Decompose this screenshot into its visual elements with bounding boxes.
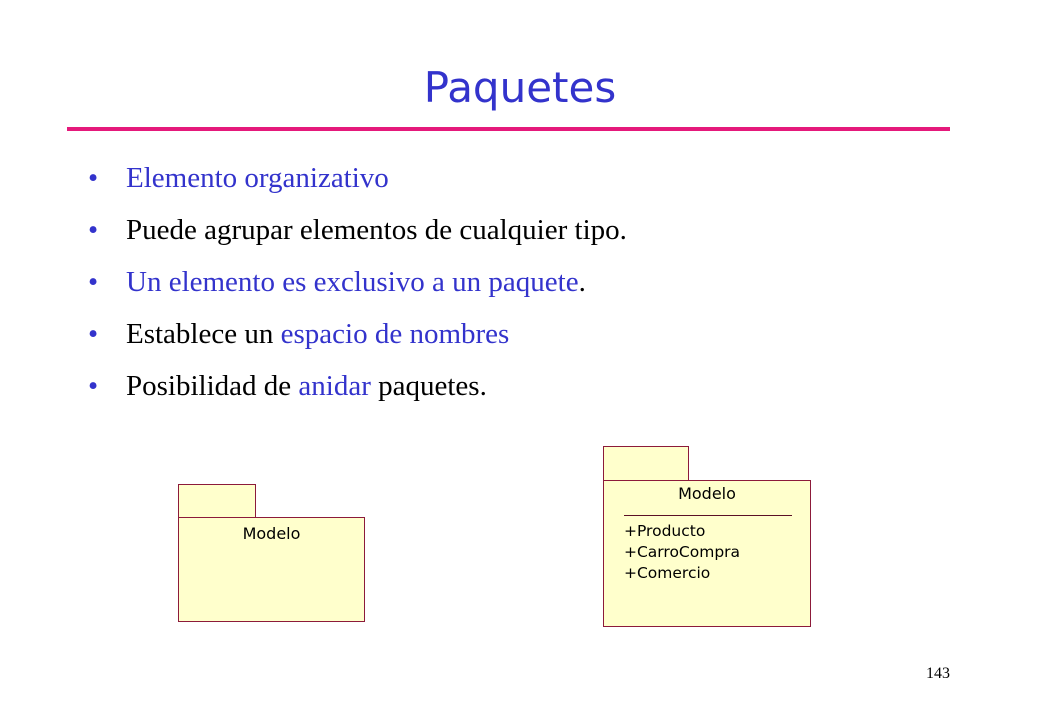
slide-title: Paquetes bbox=[423, 63, 617, 112]
package-member: +CarroCompra bbox=[624, 543, 741, 561]
bullet-text-end: . bbox=[578, 266, 586, 298]
bullet-item bbox=[88, 308, 627, 360]
bullet-item bbox=[88, 360, 627, 412]
bullet-text: Establece un bbox=[126, 318, 281, 350]
bullet-icon: • bbox=[88, 162, 99, 194]
package-separator bbox=[624, 515, 792, 516]
package-member: +Producto bbox=[624, 522, 706, 540]
bullet-text: Un elemento es exclusivo a un paquete bbox=[126, 266, 579, 298]
bullet-item bbox=[88, 256, 627, 308]
page-number: 143 bbox=[926, 665, 950, 682]
package-member-list bbox=[624, 521, 740, 584]
title-underline bbox=[67, 127, 950, 131]
package-tab bbox=[603, 446, 689, 482]
bullet-icon: • bbox=[88, 214, 99, 246]
bullet-icon: • bbox=[88, 266, 99, 298]
package-name: Modelo bbox=[242, 524, 301, 543]
bullet-list bbox=[88, 152, 627, 412]
bullet-highlight: anidar bbox=[298, 370, 371, 402]
bullet-text: Puede agrupar elementos de cualquier tipo. bbox=[126, 214, 627, 246]
bullet-icon: • bbox=[88, 370, 99, 402]
bullet-icon: • bbox=[88, 318, 99, 350]
bullet-item bbox=[88, 204, 627, 256]
bullet-highlight: espacio de nombres bbox=[280, 318, 510, 350]
package-tab bbox=[178, 484, 256, 519]
package-name: Modelo bbox=[678, 484, 736, 503]
bullet-text-end: paquetes. bbox=[370, 370, 487, 402]
bullet-text: Elemento organizativo bbox=[126, 162, 389, 194]
bullet-text: Posibilidad de bbox=[126, 370, 299, 402]
package-member: +Comercio bbox=[624, 564, 711, 582]
bullet-item bbox=[88, 152, 627, 204]
package-body bbox=[178, 517, 365, 622]
package-body bbox=[603, 480, 811, 627]
